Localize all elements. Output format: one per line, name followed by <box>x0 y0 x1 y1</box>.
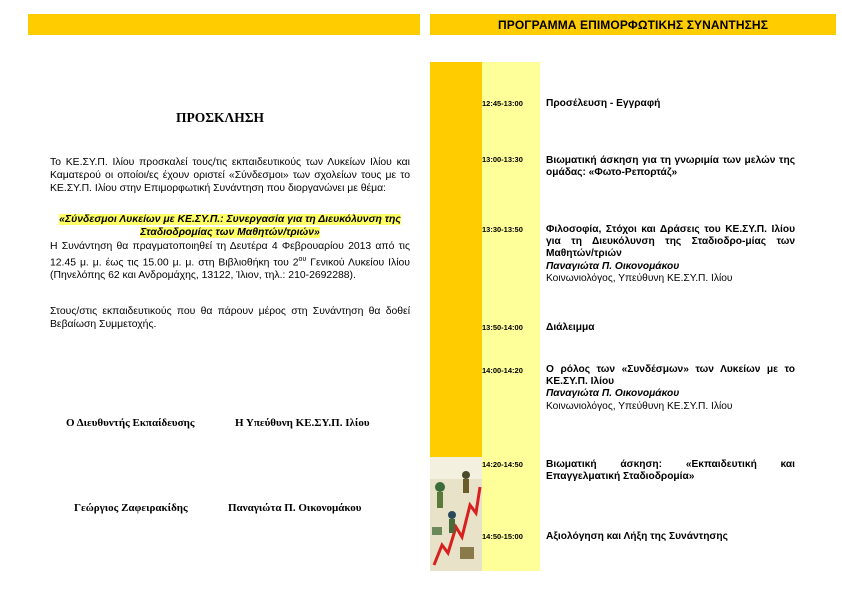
entry-5-role: Κοινωνιολόγος, Υπεύθυνη ΚΕ.ΣΥ.Π. Ιλίου <box>546 400 733 412</box>
time-slot-6: 14:20-14:50 <box>482 460 523 469</box>
time-slot-1: 12:45-13:00 <box>482 99 523 108</box>
paragraph-2-superscript: ου <box>298 255 307 263</box>
entry-5-title: Ο ρόλος των «Συνδέσμων» των Λυκείων με το ΚΕ.ΣΥ.Π. Ιλίου <box>546 364 795 388</box>
invitation-paragraph-1: Το ΚΕ.ΣΥ.Π. Ιλίου προσκαλεί τους/τις εκπαιδευτικούς των Λυκείων Ιλίου και Καματερού οι οποίοι/ες έχουν οριστεί «Σύνδεσμοι» των σχολείων τους με το ΚΕ.ΣΥ.Π. Ιλίου στην Επιμορφωτική Συνάντηση που διοργανώνει με θέμα: <box>50 157 410 194</box>
director-role: Ο Διευθυντής Εκπαίδευσης <box>66 417 195 429</box>
director-name: Γεώργιος Ζαφειρακίδης <box>74 502 188 514</box>
time-slot-5: 14:00-14:20 <box>482 366 523 375</box>
responsible-name: Παναγιώτα Π. Οικονομάκου <box>228 502 362 514</box>
entry-6-title: Βιωματική άσκηση: «Εκπαιδευτική και Επαγγελματική Σταδιοδρομία» <box>546 459 795 483</box>
program-entry-6 <box>546 459 795 483</box>
program-entry-2 <box>546 155 795 179</box>
meeting-topic <box>50 214 410 240</box>
meeting-topic-text: «Σύνδεσμοι Λυκείων με ΚΕ.ΣΥ.Π.: Συνεργασία για τη Διευκόλυνση της Σταδιοδρομίας των Μαθητών/τριών» <box>59 214 401 238</box>
career-illustration-svg <box>430 457 482 571</box>
program-title: ΠΡΟΓΡΑΜΜΑ ΕΠΙΜΟΡΦΩΤΙΚΗΣ ΣΥΝΑΝΤΗΣΗΣ <box>498 18 768 32</box>
responsible-role: Η Υπεύθυνη ΚΕ.ΣΥ.Π. Ιλίου <box>235 417 370 429</box>
entry-7-title: Αξιολόγηση και Λήξη της Συνάντησης <box>546 531 728 542</box>
entry-2-title: Βιωματική άσκηση για τη γνωριμία των μελών της ομάδας: «Φωτο-Ρεπορτάζ» <box>546 155 795 179</box>
paragraph-2-part-a: Η Συνάντηση θα πραγματοποιηθεί τη Δευτέρα 4 Φεβρουαρίου 2013 από τις 12.45 μ. μ. έως τις 15.00 μ. μ. στη Βιβλιοθήκη του 2 <box>50 241 410 269</box>
program-entry-3 <box>546 224 795 285</box>
program-entry-4 <box>546 322 795 334</box>
paragraph-2-part-b: Γενικού Λυκείου Ιλίου (Πηνελόπης 62 και Ανδρομάχης, 13122, Ίλιον, τηλ.: 210-2692288). <box>50 257 410 282</box>
entry-5-speaker: Παναγιώτα Π. Οικονομάκου <box>546 388 680 400</box>
time-slot-2: 13:00-13:30 <box>482 155 523 164</box>
program-entry-7 <box>546 531 795 543</box>
entry-1-title: Προσέλευση - Εγγραφή <box>546 98 661 109</box>
time-slot-3: 13:30-13:50 <box>482 225 523 234</box>
invitation-title: ΠΡΟΣΚΛΗΣΗ <box>175 110 265 125</box>
career-illustration-image <box>430 457 482 571</box>
invitation-paragraph-3: Στους/στις εκπαιδευτικούς που θα πάρουν μέρος στη Συνάντηση θα δοθεί Βεβαίωση Συμμετοχής. <box>50 306 410 330</box>
entry-3-role: Κοινωνιολόγος, Υπεύθυνη ΚΕ.ΣΥ.Π. Ιλίου <box>546 272 733 284</box>
left-header-bar <box>28 14 420 35</box>
program-content-column <box>482 62 540 571</box>
time-slot-7: 14:50-15:00 <box>482 532 523 541</box>
program-entry-1 <box>546 98 795 110</box>
entry-4-title: Διάλειμμα <box>546 322 595 333</box>
program-entry-5 <box>546 364 795 413</box>
entry-3-speaker: Παναγιώτα Π. Οικονομάκου <box>546 260 680 272</box>
time-slot-4: 13:50-14:00 <box>482 323 523 332</box>
entry-3-title: Φιλοσοφία, Στόχοι και Δράσεις του ΚΕ.ΣΥ.Π. Ιλίου για τη Διευκόλυνση της Σταδιοδρο-μίας των Μαθητών/τριών <box>546 224 795 260</box>
invitation-paragraph-2 <box>50 241 410 283</box>
